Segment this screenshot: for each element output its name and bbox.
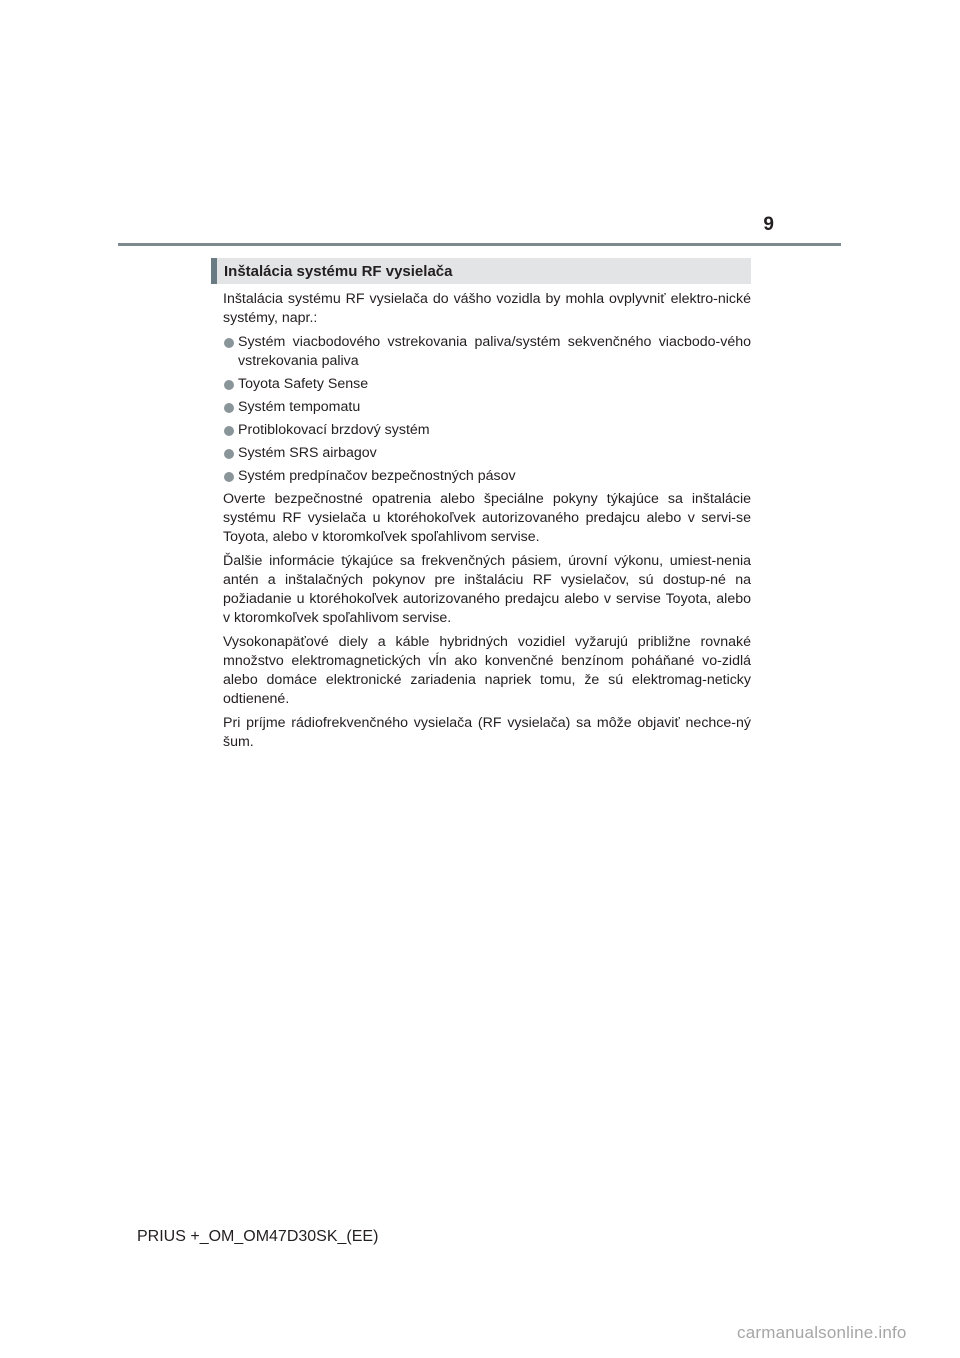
bullet-dot-icon — [224, 380, 234, 390]
list-item-text: Systém tempomatu — [238, 399, 361, 415]
bullet-dot-icon — [224, 472, 234, 482]
list-item — [223, 421, 751, 440]
list-item — [223, 375, 751, 394]
intro-paragraph: Inštalácia systému RF vysielača do vášho vozidla by mohla ovplyvniť elektro-nické systémy, napr.: — [223, 291, 751, 326]
section — [211, 258, 751, 757]
bullet-dot-icon — [224, 403, 234, 413]
document-footer: PRIUS +_OM_OM47D30SK_(EE) — [137, 1228, 379, 1245]
section-heading: Inštalácia systému RF vysielača — [211, 258, 751, 284]
list-item — [223, 467, 751, 486]
paragraph-noise: Pri príjme rádiofrekvenčného vysielača (RF vysielača) sa môže objaviť nechce-ný šum. — [223, 715, 751, 750]
watermark: carmanualsonline.info — [737, 1323, 907, 1342]
header-rule — [118, 243, 841, 246]
paragraph-frequency-info: Ďalšie informácie týkajúce sa frekvenčných pásiem, úrovní výkonu, umiest-nenia antén a inštalačných pokynov pre inštaláciu RF vysielačov, sú dostup-né na požiadanie u ktoréhokoľvek autorizovaného predajcu alebo v servise Toyota, alebo v ktoromkoľvek spoľahlivom servise. — [223, 553, 751, 626]
bullet-list — [223, 333, 751, 486]
list-item — [223, 444, 751, 463]
section-body — [211, 290, 751, 752]
list-item — [223, 333, 751, 371]
paragraph-high-voltage: Vysokonapäťové diely a káble hybridných vozidiel vyžarujú približne rovnaké množstvo elektromagnetických vĺn ako konvenčné benzínom poháňané vo-zidlá alebo domáce elektronické zariadenia napriek tomu, že sú elektromag-neticky odtienené. — [223, 634, 751, 707]
list-item-text: Toyota Safety Sense — [238, 376, 369, 392]
bullet-dot-icon — [224, 426, 234, 436]
list-item-text: Protiblokovací brzdový systém — [238, 422, 430, 438]
list-item-text: Systém SRS airbagov — [238, 445, 377, 461]
paragraph-safety-precautions: Overte bezpečnostné opatrenia alebo špeciálne pokyny týkajúce sa inštalácie systému RF vysielača u ktoréhokoľvek autorizovaného predajcu alebo v servi-se Toyota, alebo v ktoromkoľvek spoľahlivom servise. — [223, 491, 751, 545]
page-number: 9 — [763, 214, 774, 235]
bullet-dot-icon — [224, 449, 234, 459]
bullet-dot-icon — [224, 338, 234, 348]
list-item-text: Systém predpínačov bezpečnostných pásov — [238, 468, 516, 484]
list-item — [223, 398, 751, 417]
list-item-text: Systém viacbodového vstrekovania paliva/systém sekvenčného viacbodo-vého vstrekovania paliva — [238, 334, 751, 369]
